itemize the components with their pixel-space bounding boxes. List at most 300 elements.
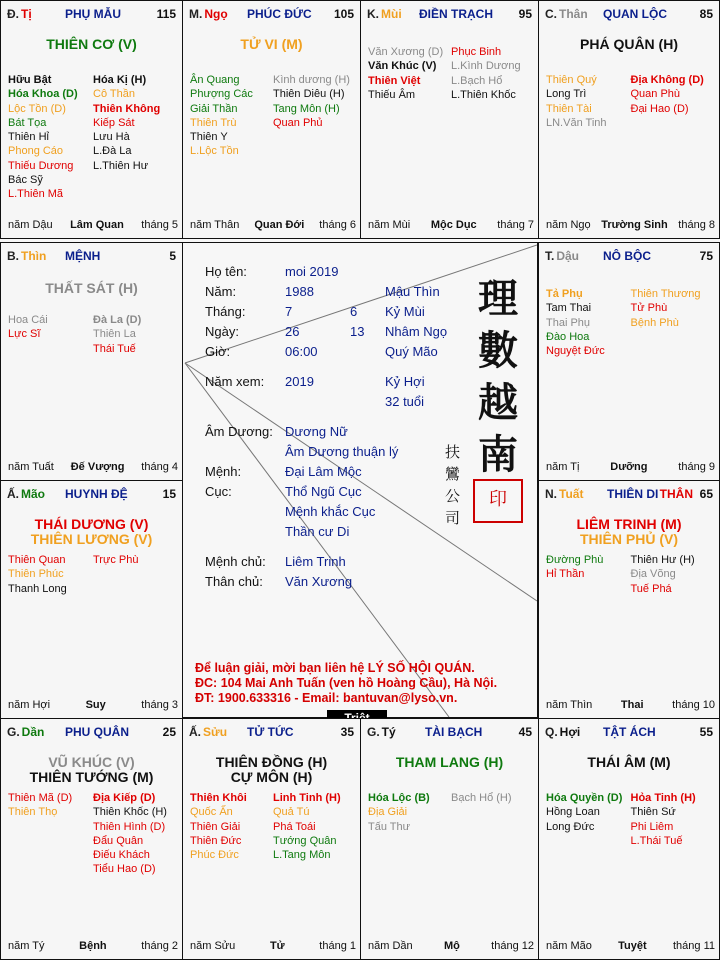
palace-can: T. [545,249,555,263]
palace-chi: Tị [21,7,32,21]
major-star: THÁI ÂM (M) [587,754,671,770]
palace-month: tháng 6 [319,219,356,231]
minor-star: Địa Kiếp (D) [93,792,156,804]
major-stars [1,755,182,785]
palace-month: tháng 1 [319,940,356,952]
major-star: THẤT SÁT (H) [45,280,138,296]
minor-stars [190,73,356,159]
than-cu-note: Thần cư Di [285,524,350,539]
palace-life-stage: Trường Sinh [601,219,668,231]
major-stars [1,37,182,52]
minor-star: Bác Sỹ [8,174,43,187]
cuc-note: Mệnh khắc Cục [285,504,376,519]
minor-star: Thiên Hình (D) [93,820,166,833]
calligraphy-char: 越 [478,379,518,426]
minor-star: Tả Phụ [546,288,583,300]
palace-month: tháng 5 [141,219,178,231]
palace-header [7,7,178,25]
major-stars [183,755,360,785]
thang-label: Tháng: [205,304,246,319]
minor-star: Thiên Diêu (H) [273,88,345,101]
minor-star-column [8,73,93,202]
minor-star-column [631,791,716,848]
minor-star: Hoa Cái [8,314,48,326]
major-star: THIÊN TƯỚNG (M) [29,769,154,785]
major-stars [361,755,538,770]
palace-name: NÔ BỘC [603,249,651,263]
gio-label: Giờ: [205,344,231,359]
minor-star: Phượng Các [190,88,253,101]
palace-chi: Mùi [381,7,402,21]
palace-number: 25 [162,725,176,739]
palace-can: M. [189,7,203,21]
palace-year: năm Thân [190,219,240,231]
major-stars [539,755,719,770]
palace-year: năm Tuất [8,461,54,473]
major-stars [1,517,182,547]
minor-star: Văn Xương (D) [368,46,444,58]
minor-star: Giải Thần [190,102,238,115]
palace-can: G. [367,725,380,739]
minor-star: Đà La (D) [93,314,142,326]
palace-life-stage: Tuyệt [618,940,647,952]
palace-header [189,725,356,743]
minor-star-column [546,553,631,596]
minor-stars [368,45,534,102]
palace-footer [8,940,178,954]
palace-cell [538,718,720,960]
gio-can-chi: Quý Mão [385,344,438,359]
minor-star: L.Thiên Mã [8,188,64,201]
palace-cell [360,0,539,239]
minor-star: Thai Phụ [546,316,591,329]
minor-star-column [368,791,451,834]
major-star: THÁI DƯƠNG (V) [34,516,149,532]
palace-footer [368,219,534,233]
minor-star: Thiên Đức [190,834,242,847]
palace-footer [190,219,356,233]
minor-star: L.Bạch Hổ [451,74,503,87]
minor-star: Lực Sĩ [8,328,41,341]
palace-header [367,725,534,743]
than-chu-value: Văn Xương [285,574,353,589]
minor-star: Phá Toái [273,820,316,833]
palace-can: Đ. [7,7,19,21]
palace-cell [0,718,183,960]
minor-star: Ân Quang [190,74,240,86]
palace-number: 65 [699,487,713,501]
minor-star: Thiên Phúc [8,568,64,581]
minor-star: Thiên Khôi [190,792,247,804]
ngay-label: Ngày: [205,324,239,339]
palace-cell [538,242,720,481]
minor-star-column [368,45,451,102]
ngay-can-chi: Nhâm Ngọ [385,324,448,339]
palace-life-stage: Tử [269,940,285,952]
minor-star: L.Thiên Khốc [451,88,516,101]
contact-line: Để luận giải, mời bạn liên hệ LÝ SỐ HỘI QUÁN. [195,661,475,675]
minor-star: Hỏa Tinh (H) [630,792,696,804]
palace-cell [182,0,361,239]
minor-star: Thiên Sứ [630,806,676,819]
minor-star: Linh Tinh (H) [273,792,341,804]
minor-star: Quả Tú [273,806,310,819]
minor-star: Hóa Khoa (D) [8,88,78,101]
calligraphy-signature: 扶鸞公司 [445,443,461,527]
minor-star: Tang Môn (H) [273,102,340,115]
minor-star: Tiểu Hao (D) [93,863,156,876]
minor-star-column [546,287,631,358]
palace-can: Q. [545,725,558,739]
palace-name: PHÚC ĐỨC [247,7,312,21]
minor-star-column [546,73,631,130]
major-star: THIÊN LƯƠNG (V) [30,531,153,547]
palace-name: ĐIỀN TRẠCH [419,7,493,21]
minor-star-column [190,791,273,862]
palace-number: 105 [333,7,354,21]
menh-chu-value: Liêm Trinh [285,554,346,569]
palace-number: 15 [162,487,176,501]
calligraphy-title [471,273,525,481]
minor-star: Long Đức [546,820,595,833]
am-duong-value: Dương Nữ [285,424,348,439]
minor-star: Thiên Tài [546,102,592,115]
major-stars [539,517,719,547]
palace-can: Ấ. [7,487,19,501]
palace-cell [538,0,720,239]
minor-star: Nguyệt Đức [546,345,605,358]
tuoi-value: 32 tuổi [385,394,425,409]
minor-star: Tử Phù [630,302,668,315]
nam-can-chi: Mậu Thìn [385,284,440,299]
palace-month: tháng 7 [497,219,534,231]
minor-star: L.Đà La [93,145,132,158]
palace-month: tháng 10 [672,699,715,711]
minor-star: Trực Phù [93,554,139,566]
palace-year: năm Ngọ [546,219,591,231]
minor-stars [8,73,178,202]
minor-stars [8,791,178,877]
palace-life-stage: Quan Đới [254,219,305,231]
calligraphy-char: 數 [478,327,518,374]
palace-header [7,725,178,743]
palace-header [7,487,178,505]
palace-chi: Hợi [559,725,581,739]
minor-star: Thiên Thương [630,288,701,300]
palace-number: 45 [518,725,532,739]
cuc-value: Thổ Ngũ Cục [285,484,362,499]
contact-address: ĐC: 104 Mai Anh Tuấn (ven hồ Hoàng Cầu), Hà Nội. [195,676,498,690]
minor-star: Thiên Hư (H) [630,554,695,566]
palace-footer [546,940,715,954]
minor-star: Long Trì [546,88,587,101]
palace-footer [368,940,534,954]
minor-star: Thiên Giải [190,820,241,833]
palace-number: 5 [169,249,176,263]
minor-star: Thiên Khốc (H) [93,806,167,819]
palace-name: QUAN LỘC [603,7,667,21]
minor-star: Thiếu Âm [368,88,416,101]
minor-star-column [273,791,356,862]
palace-name: PHỤ MẪU [65,7,121,21]
palace-life-stage: Dưỡng [610,461,648,473]
minor-star: Hóa Lộc (B) [368,792,430,804]
calligraphy-char: 理 [478,275,518,322]
minor-star: Thiên Không [93,102,161,115]
palace-footer [8,461,178,475]
palace-life-stage: Mộc Dục [430,219,477,231]
palace-month: tháng 9 [678,461,715,473]
minor-star: Đại Hao (D) [630,102,689,115]
palace-year: năm Dậu [8,219,53,231]
ngay-am-value: 13 [350,324,365,339]
minor-stars [190,791,356,862]
minor-star: L.Thiên Hư [93,159,149,172]
palace-chi: Sửu [203,725,228,739]
minor-star-column [190,73,273,159]
minor-star: Địa Giải [368,806,408,819]
minor-stars [8,553,178,596]
palace-name: TỬ TỨC [247,725,294,739]
palace-life-stage: Mộ [443,940,460,952]
minor-stars [8,313,178,356]
major-star: THIÊN PHỦ (V) [580,531,678,547]
palace-year: năm Mão [546,940,592,952]
nam-label: Năm: [205,284,237,299]
minor-star: Kiếp Sát [93,116,135,129]
nam-value: 1988 [285,284,314,299]
minor-star-column [93,553,178,596]
minor-star: Đường Phù [546,554,604,566]
minor-star: Tướng Quân [273,834,337,847]
minor-star: Địa Không (D) [630,74,704,86]
palace-header [545,487,715,505]
menh-label: Mệnh: [205,464,242,479]
palace-number: 55 [699,725,713,739]
palace-month: tháng 2 [141,940,178,952]
minor-star: Thanh Long [8,582,67,595]
minor-star: Thiếu Dương [8,159,74,172]
palace-chi: Dần [21,725,45,739]
palace-year: năm Tị [546,461,580,473]
ho-ten-label: Họ tên: [205,264,247,279]
minor-star: Tấu Thư [368,820,411,833]
palace-can: K. [367,7,379,21]
minor-star: Bát Tọa [8,116,47,129]
palace-chi: Tý [381,725,396,739]
palace-name: TÀI BẠCH [425,725,483,739]
minor-stars [546,287,715,358]
minor-star: L.Kình Dương [451,60,521,73]
contact-phone-email: ĐT: 1900.633316 - Email: bantuvan@lyso.vn. [195,691,458,705]
palace-header [545,7,715,25]
minor-star: Hữu Bật [8,74,52,86]
palace-year: năm Hợi [8,699,51,711]
than-marker: THÂN [659,487,693,501]
palace-month: tháng 3 [141,699,178,711]
minor-star: Bạch Hổ (H) [451,792,512,804]
minor-star: Hóa Kị (H) [93,74,147,86]
thang-am-value: 6 [350,304,358,319]
palace-cell [538,480,720,719]
palace-number: 85 [699,7,713,21]
palace-footer [546,461,715,475]
minor-star: Lưu Hà [93,131,130,144]
ho-ten-value: moi 2019 [285,264,339,279]
palace-year: năm Mùi [368,219,411,231]
palace-footer [190,940,356,954]
minor-star: Hồng Loan [546,806,600,819]
palace-name: MỆNH [65,249,101,263]
palace-month: tháng 8 [678,219,715,231]
menh-value: Đại Lâm Mộc [285,464,362,479]
palace-month: tháng 4 [141,461,178,473]
palace-life-stage: Suy [85,699,106,711]
minor-star: Quan Phù [630,88,681,101]
palace-header [545,725,715,743]
calligraphy-char: 南 [478,431,518,478]
minor-star: Hỉ Thần [546,568,585,581]
palace-cell [0,0,183,239]
gio-value: 06:00 [285,344,318,359]
minor-star-column [546,791,631,848]
major-stars [183,37,360,52]
minor-star: Thiên Mã (D) [8,792,73,804]
minor-star-column [273,73,356,159]
nam-xem-label: Năm xem: [205,374,265,389]
palace-header [189,7,356,25]
major-stars [1,281,182,296]
palace-name: PHU QUÂN [65,725,130,739]
minor-star: Thái Tuế [93,342,136,355]
minor-star-column [631,287,716,358]
minor-star: Phục Binh [451,46,502,58]
major-star: LIÊM TRINH (M) [576,516,682,532]
minor-star: Phong Cáo [8,145,64,158]
minor-star: Đào Hoa [546,330,590,343]
minor-star: Thiên Hỉ [8,131,49,144]
thang-can-chi: Kỷ Mùi [385,304,425,319]
minor-star: Tuế Phá [630,582,672,595]
palace-can: Ấ. [189,725,201,739]
palace-year: năm Sửu [190,940,236,952]
minor-star: Thiên Trù [190,116,237,129]
minor-star: Địa Võng [630,568,676,581]
thang-value: 7 [285,304,293,319]
than-chu-label: Thân chủ: [205,574,263,589]
palace-can: B. [7,249,19,263]
palace-chi: Mão [21,487,45,501]
palace-year: năm Thìn [546,699,593,711]
palace-month: tháng 11 [672,940,715,952]
palace-chi: Tuất [559,487,584,501]
palace-footer [546,219,715,233]
minor-star: Đẩu Quân [93,834,144,847]
palace-life-stage: Thai [620,699,644,711]
minor-star: Điếu Khách [93,849,150,862]
minor-star: Tam Thai [546,302,592,315]
palace-year: năm Dần [368,940,413,952]
minor-star: LN.Văn Tinh [546,116,607,129]
minor-star-column [93,313,178,356]
minor-star: Phi Liêm [630,820,674,833]
minor-star: Thiên Thọ [8,806,58,819]
palace-can: C. [545,7,557,21]
palace-number: 35 [340,725,354,739]
palace-footer [546,699,715,713]
palace-cell [182,718,361,960]
ngay-value: 26 [285,324,300,339]
am-duong-label: Âm Dương: [205,424,273,439]
nam-xem-can-chi: Kỷ Hợi [385,374,425,389]
minor-stars [546,553,715,596]
minor-star: Thiên Y [190,131,228,144]
palace-life-stage: Bệnh [79,940,107,952]
minor-star: Phúc Đức [190,849,239,862]
major-star: PHÁ QUÂN (H) [580,36,678,52]
palace-year: năm Tý [8,940,45,952]
minor-star-column [93,73,178,202]
minor-star-column [8,553,93,596]
major-star: THAM LANG (H) [395,754,504,770]
palace-month: tháng 12 [491,940,534,952]
cuc-label: Cục: [205,484,232,499]
minor-star-column [451,791,534,834]
minor-star-column [93,791,178,877]
minor-star: Thiên La [93,328,136,341]
palace-can: G. [7,725,20,739]
contact-info [195,661,497,706]
am-duong-note: Âm Dương thuận lý [285,444,399,459]
palace-life-stage: Lâm Quan [70,219,124,231]
minor-star: Hóa Quyền (D) [546,792,623,804]
minor-star-column [8,791,93,877]
minor-star-column [451,45,534,102]
palace-name: THIÊN DI [607,487,659,501]
minor-stars [546,73,715,130]
palace-chi: Ngọ [204,7,228,21]
minor-star: L.Lộc Tồn [190,145,239,158]
palace-footer [8,219,178,233]
major-star: THIÊN CƠ (V) [46,36,137,52]
major-star: VŨ KHÚC (V) [48,754,135,770]
palace-number: 75 [699,249,713,263]
minor-star: Thiên Việt [368,74,421,87]
palace-chi: Dậu [556,249,580,263]
major-star: TỬ VI (M) [240,36,303,52]
palace-cell [0,242,183,481]
center-info-panel [182,242,538,718]
palace-header [545,249,715,267]
minor-star: Bệnh Phù [630,316,679,329]
minor-star-column [8,313,93,356]
nam-xem-value: 2019 [285,374,314,389]
palace-header [7,249,178,267]
palace-chi: Thìn [21,249,47,263]
palace-footer [8,699,178,713]
minor-star-column [631,553,716,596]
palace-number: 95 [518,7,532,21]
palace-cell [0,480,183,719]
minor-star-column [631,73,716,130]
palace-number: 115 [156,7,176,21]
palace-name: TẬT ÁCH [603,725,656,739]
minor-star: Văn Khúc (V) [368,60,437,73]
minor-star: L.Thái Tuế [630,834,683,847]
palace-chi: Thân [559,7,588,21]
minor-star: Lộc Tồn (D) [8,102,66,115]
minor-star: Quốc Ấn [190,806,233,819]
